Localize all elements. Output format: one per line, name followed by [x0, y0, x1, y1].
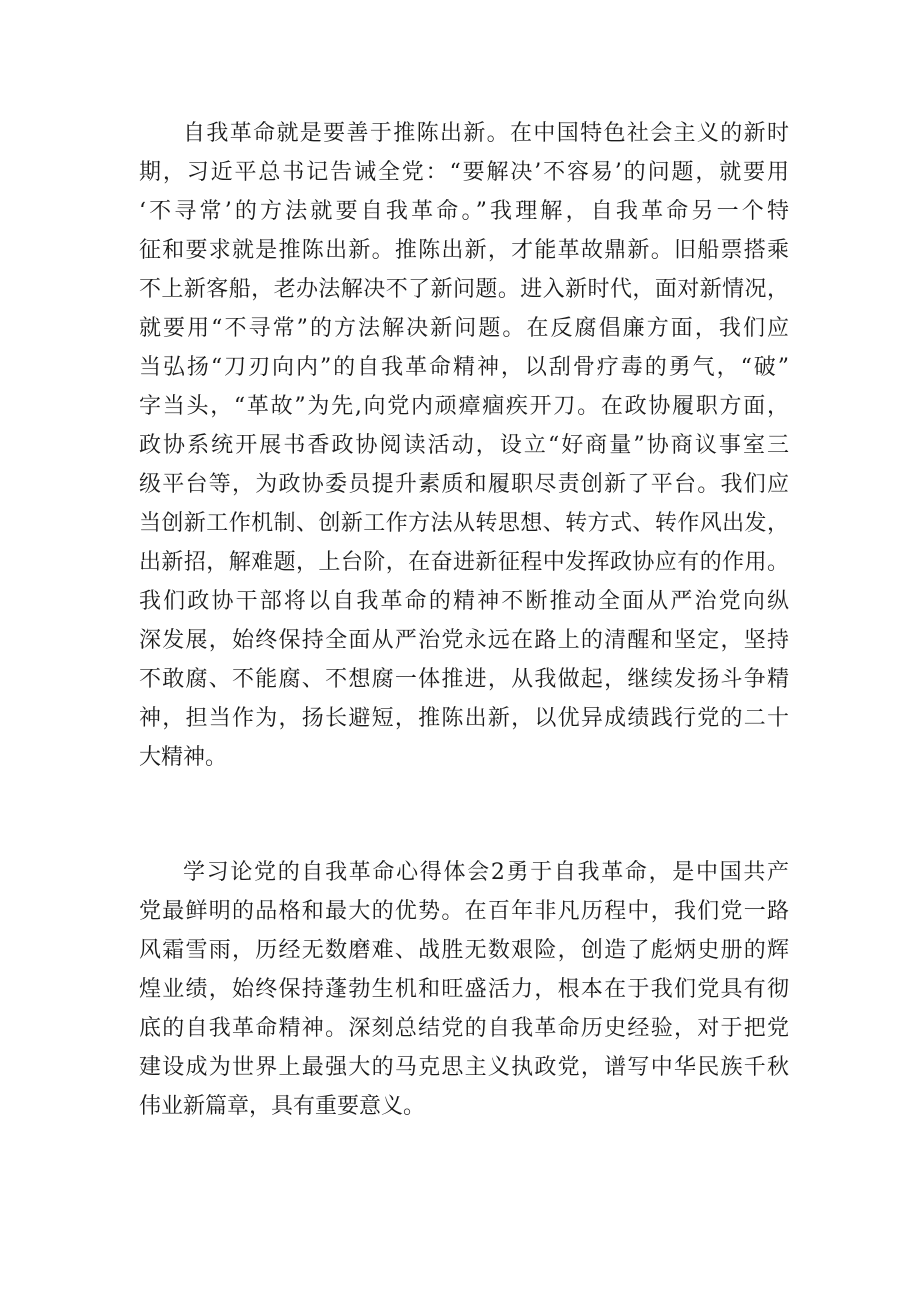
paragraph-line: 当弘扬“刀刃向内”的自我革命精神，以刮骨疗毒的勇气，“破” — [139, 355, 789, 380]
paragraph-line: 级平台等，为政协委员提升素质和履职尽责创新了平台。我们应 — [139, 472, 789, 497]
paragraph-line: 深发展，始终保持全面从严治党永远在路上的清醒和坚定，坚持 — [139, 628, 789, 653]
paragraph-line: 征和要求就是推陈出新。推陈出新，才能革故鼎新。旧船票搭乘 — [139, 238, 789, 263]
paragraph-line: 煌业绩，始终保持蓬勃生机和旺盛活力，根本在于我们党具有彻 — [139, 977, 789, 1002]
paragraph-line: 当创新工作机制、创新工作方法从转思想、转方式、转作风出发， — [139, 511, 789, 536]
paragraph-line: 不敢腐、不能腐、不想腐一体推进，从我做起，继续发扬斗争精 — [139, 667, 789, 692]
paragraph-line: 我们政协干部将以自我革命的精神不断推动全面从严治党向纵 — [139, 589, 789, 614]
paragraph-line: 学习论党的自我革命心得体会2勇于自我革命，是中国共产 — [183, 860, 789, 885]
paragraph-line: 政协系统开展书香政协阅读活动，设立“好商量”协商议事室三 — [139, 433, 789, 458]
paragraph-line: 字当头，“革故”为先,向党内顽瘴痼疾开刀。在政协履职方面， — [139, 394, 789, 419]
paragraph-line: 伟业新篇章，具有重要意义。 — [139, 1094, 426, 1119]
paragraph-line: 就要用“不寻常”的方法解决新问题。在反腐倡廉方面，我们应 — [139, 316, 789, 341]
paragraph-line: 底的自我革命精神。深刻总结党的自我革命历史经验，对于把党 — [139, 1016, 789, 1041]
paragraph-line: 党最鲜明的品格和最大的优势。在百年非凡历程中，我们党一路 — [139, 899, 789, 924]
paragraph-line: 风霜雪雨，历经无数磨难、战胜无数艰险，创造了彪炳史册的辉 — [139, 938, 789, 963]
paragraph-line: 神，担当作为，扬长避短，推陈出新，以优异成绩践行党的二十 — [139, 706, 789, 731]
paragraph-line: 大精神。 — [139, 745, 228, 770]
paragraph-line: 不上新客船，老办法解决不了新问题。进入新时代，面对新情况， — [139, 277, 789, 302]
paragraph-line: 自我革命就是要善于推陈出新。在中国特色社会主义的新时 — [183, 121, 789, 146]
paragraph-1 — [139, 114, 789, 777]
paragraph-line: 期，习近平总书记告诫全党：“要解决’不容易’的问题，就要用 — [139, 160, 789, 185]
paragraph-2 — [139, 853, 789, 1126]
paragraph-line: ‘不寻常’的方法就要自我革命。”我理解，自我革命另一个特 — [139, 199, 789, 224]
paragraph-line: 出新招，解难题，上台阶，在奋进新征程中发挥政协应有的作用。 — [139, 550, 789, 575]
paragraph-line: 建设成为世界上最强大的马克思主义执政党，谱写中华民族千秋 — [139, 1055, 789, 1080]
